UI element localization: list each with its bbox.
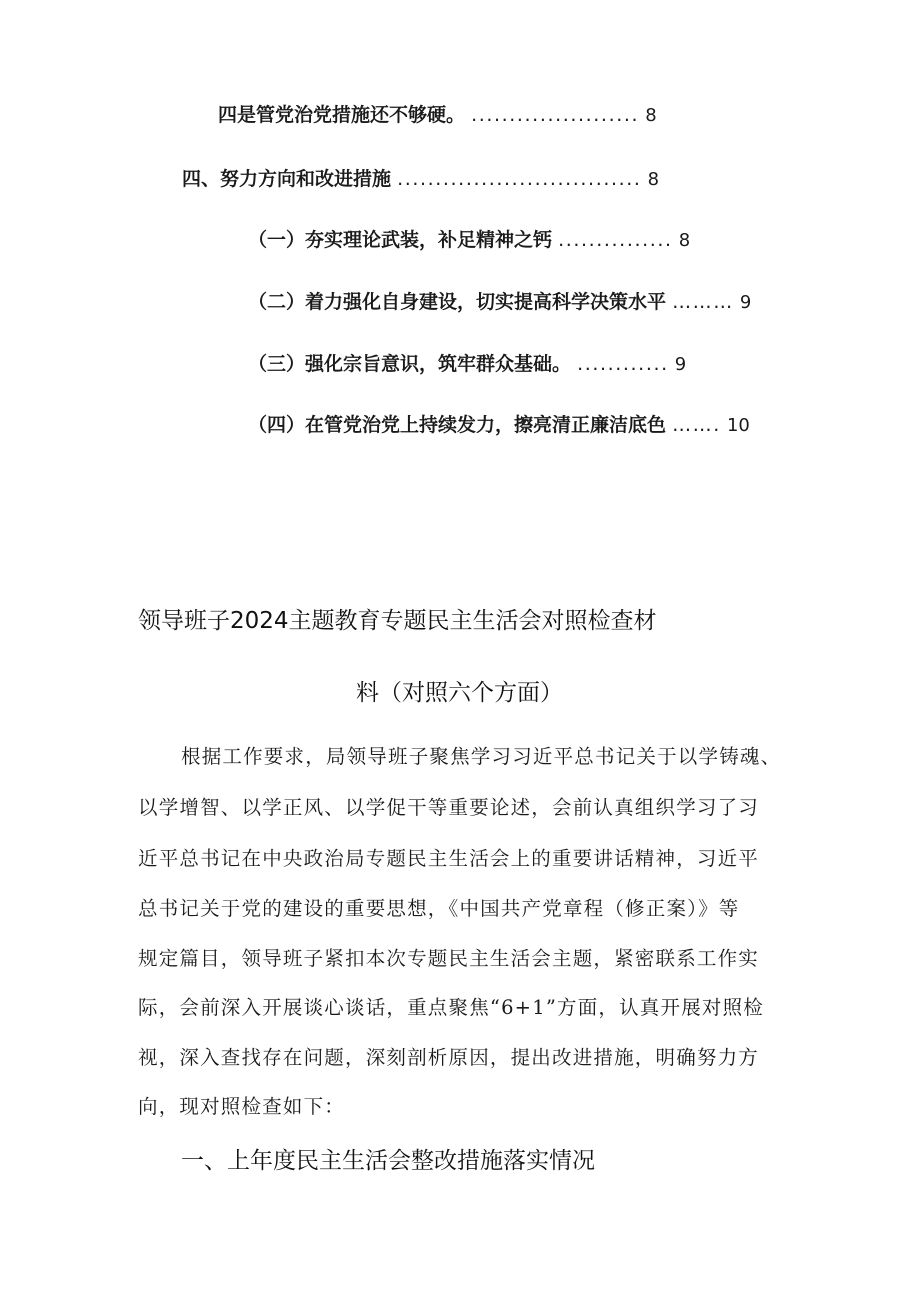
toc-page-number: 10 (726, 415, 750, 436)
paragraph-line: 总书记关于党的建设的重要思想，《中国共产党章程（修正案）》等 (138, 897, 740, 920)
toc-page-number: 9 (674, 354, 687, 375)
toc-entry[interactable] (248, 289, 751, 315)
toc-entry[interactable] (248, 412, 750, 438)
paragraph-line: 近平总书记在中央政治局专题民主生活会上的重要讲话精神，习近平 (138, 847, 760, 870)
toc-leader-dots: ................................ (397, 168, 642, 190)
toc-page-number: 8 (645, 105, 657, 126)
toc-page-number: 8 (678, 230, 691, 251)
toc-entry[interactable] (248, 351, 686, 377)
toc-leader-dots: ............ (577, 353, 669, 375)
paragraph-line: 视，深入查找存在问题，深刻剖析原因，提出改进措施，明确努力方 (138, 1046, 760, 1069)
toc-entry-text: （三）强化宗旨意识，筑牢群众基础。 (248, 353, 572, 375)
paragraph-line: 以学增智、以学正风、以学促干等重要论述，会前认真组织学习了习 (138, 796, 760, 819)
toc-page-number: 8 (647, 169, 660, 190)
toc-leader-dots: ……… (672, 291, 734, 313)
toc-leader-dots: ............... (558, 229, 673, 251)
toc-entry-text: 四是管党治党措施还不够硬。 (218, 104, 466, 126)
paragraph-line: 规定篇目，领导班子紧扣本次专题民主生活会主题，紧密联系工作实 (138, 947, 760, 970)
toc-page-number: 9 (739, 292, 752, 313)
toc-entry-text: （二）着力强化自身建设，切实提高科学决策水平 (248, 291, 667, 313)
section-heading: 一、上年度民主生活会整改措施落实情况 (181, 1148, 595, 1174)
document-title-line-2: 料（对照六个方面） (356, 680, 563, 706)
toc-leader-dots: ……. (672, 414, 721, 436)
toc-entry[interactable] (182, 166, 659, 192)
toc-entry-text: （四）在管党治党上持续发力，擦亮清正廉洁底色 (248, 414, 667, 436)
paragraph-line: 根据工作要求，局领导班子聚焦学习习近平总书记关于以学铸魂、 (181, 745, 782, 768)
toc-entry-text: （一）夯实理论武装，补足精神之钙 (248, 229, 553, 251)
toc-entry[interactable] (248, 227, 690, 253)
document-title-line-1: 领导班子2024主题教育专题民主生活会对照检查材 (138, 608, 657, 634)
toc-leader-dots: ...................... (471, 104, 640, 126)
paragraph-line: 际，会前深入开展谈心谈话，重点聚焦“6+1”方面，认真开展对照检 (138, 996, 764, 1019)
paragraph-line: 向，现对照检查如下： (138, 1095, 346, 1118)
toc-entry[interactable] (218, 102, 657, 128)
toc-entry-text: 四、努力方向和改进措施 (182, 168, 392, 190)
